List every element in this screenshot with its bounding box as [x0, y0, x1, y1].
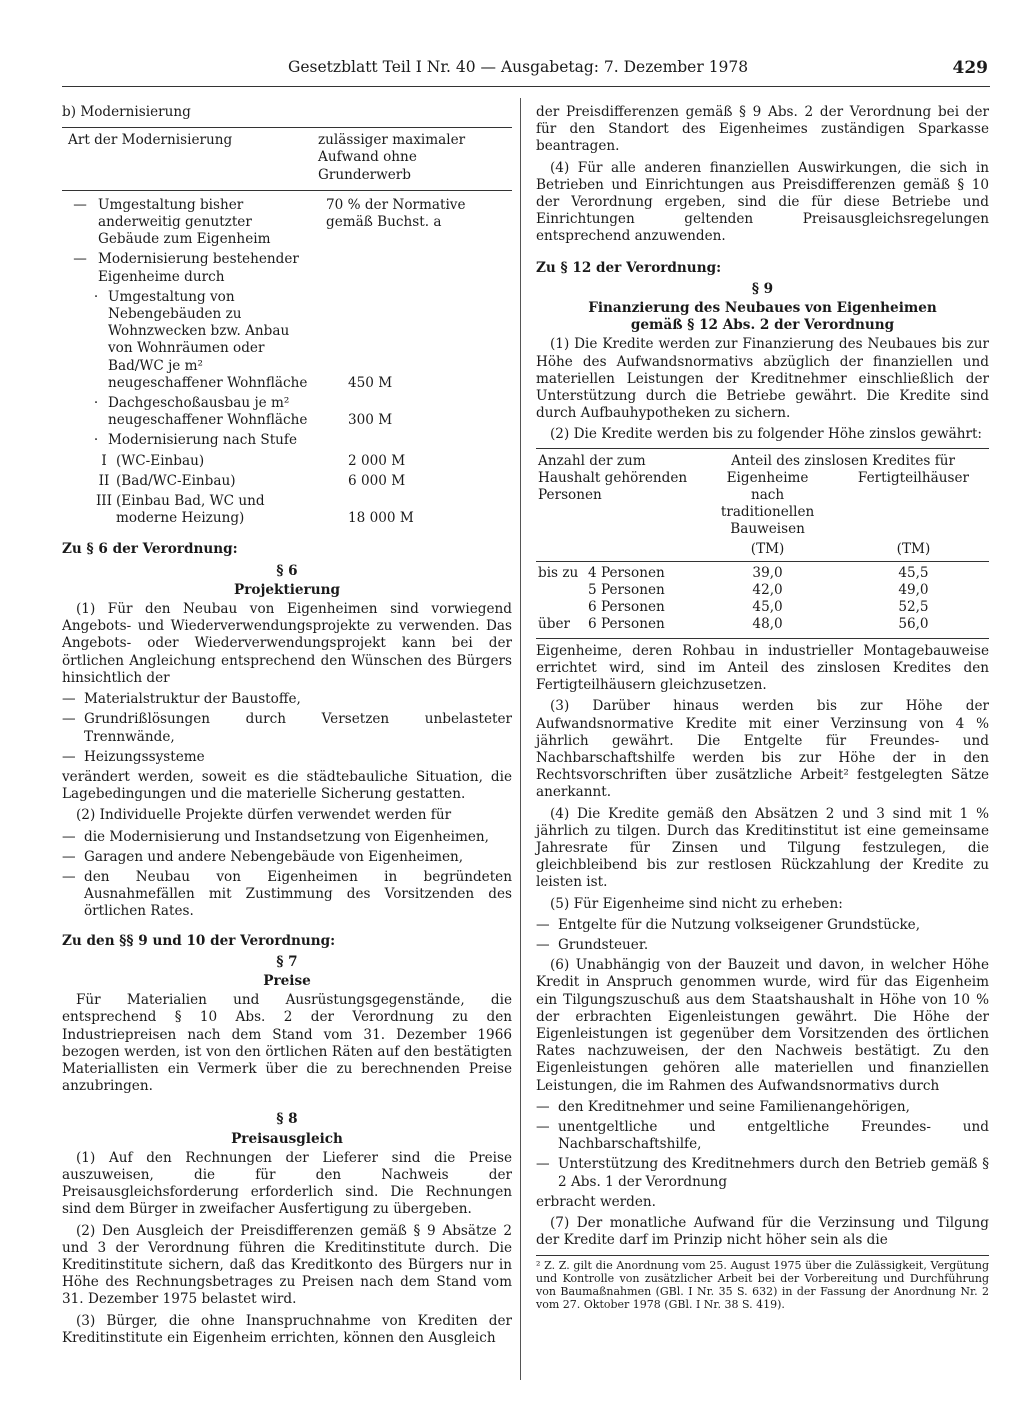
- mt-row-text: Modernisierung bestehender Eigenheime durch: [98, 251, 299, 285]
- list-item: [62, 749, 512, 766]
- mt-row-mark: ·: [93, 288, 99, 305]
- ct-cell-trad: 39,0: [752, 564, 783, 581]
- mt-head-col1: Art der Modernisierung: [68, 132, 233, 149]
- ct-pre: bis zu: [538, 564, 579, 581]
- list-item-text: den Kreditnehmer und seine Familienangehörigen,: [558, 1098, 910, 1115]
- mt-row-value: 18 000 M: [348, 510, 414, 527]
- dash-mark: —: [62, 828, 76, 845]
- list-item-text: Heizungssysteme: [84, 748, 205, 765]
- s9-after-table: Eigenheime, deren Rohbau in industrieller Montagebauweise errichtet wird, sind im Anteil des zinslosen Kredites den Fertigteilhäusern gleichzusetzen.: [536, 642, 989, 694]
- mt-row-label: [62, 251, 312, 285]
- mt-row-value: 6 000 M: [348, 472, 406, 489]
- table-row: [536, 616, 989, 633]
- s8-para-1: (1) Auf den Rechnungen der Lieferer sind die Preise auszuweisen, die für den Nachweis der Preisausgleichsforderung erforderlich sind. Die Rechnungen sind dem Bürger in zweifacher Ausfertigung zu übergeben.: [62, 1149, 512, 1218]
- list-item: [62, 711, 512, 745]
- s9-para-5: (5) Für Eigenheime sind nicht zu erheben:: [550, 895, 843, 912]
- credit-table-body: [536, 565, 989, 634]
- ct-cell-fert: 49,0: [898, 582, 929, 599]
- list-item: [62, 869, 512, 921]
- list-item: [536, 917, 989, 934]
- s8-number: § 8: [276, 1111, 298, 1128]
- s8-para-2: (2) Den Ausgleich der Preisdifferenzen gemäß § 9 Absätze 2 und 3 der Verordnung führen die Kreditinstitute durch. Die Kreditinstitute sichern, daß das Kreditkonto des Bürgers nur in Höhe des Rechnungsbetrages zu Preisen nach dem Stand vom 31. Dezember 1975 belastet wird.: [62, 1222, 512, 1308]
- s9-para-7: (7) Der monatliche Aufwand für die Verzinsung und Tilgung der Kredite darf im Prinzip nicht höher sein als die: [536, 1214, 989, 1249]
- table-row: [536, 599, 989, 616]
- ct-head-persons: Anzahl der zum Haushalt gehörenden Personen: [538, 452, 688, 504]
- mt-row-mark: I: [101, 452, 107, 469]
- left-column: [62, 104, 512, 1351]
- mt-row-value: 70 % der Normative gemäß Buchst. a: [326, 196, 466, 231]
- credit-table-top-rule: [536, 448, 989, 449]
- section-b-heading: b) Modernisierung: [62, 104, 191, 120]
- dash-mark: —: [62, 691, 76, 708]
- mt-row-label: [62, 473, 312, 490]
- list-item-text: die Modernisierung und Instandsetzung von Eigenheimen,: [84, 828, 489, 845]
- ct-label: 6 Personen: [588, 599, 665, 616]
- header-title: Gesetzblatt Teil I Nr. 40 — Ausgabetag: 7. Dezember 1978: [288, 58, 749, 76]
- mt-row-label: [62, 395, 312, 429]
- mt-row-label: [62, 197, 312, 249]
- mt-row-mark: —: [73, 196, 87, 213]
- modern-table-row: [62, 493, 512, 527]
- credit-table-bottom-rule: [536, 638, 989, 639]
- mt-row-label: [62, 289, 312, 392]
- right-column: [536, 104, 989, 1311]
- s9-para-6b: erbracht werden.: [536, 1193, 657, 1210]
- list-item-text: Materialstruktur der Baustoffe,: [84, 691, 301, 708]
- list-item: [62, 829, 512, 846]
- list-item-text: Grundrißlösungen durch Versetzen unbelasteter Trennwände,: [84, 711, 512, 745]
- ct-head-trad: Eigenheime nach traditionellen Bauweisen: [720, 469, 815, 538]
- modern-table-row: [62, 197, 512, 249]
- ct-label: 5 Personen: [588, 582, 665, 599]
- dash-mark: —: [62, 868, 76, 885]
- mt-row-text: Dachgeschoßausbau je m² neugeschaffener Wohnfläche: [108, 395, 308, 429]
- modern-table-rows: [62, 197, 512, 528]
- mt-row-label: [62, 453, 312, 470]
- s9-para-4: (4) Die Kredite gemäß den Absätzen 2 und 3 sind mit 1 % jährlich zu tilgen. Durch das Kreditinstitut ist eine gemeinsame Jahresrate für Zinsen und Tilgung festzulegen, die gleichbleibend bis zur restlosen Rückzahlung der Kredite zu leisten ist.: [536, 805, 989, 891]
- list-item: [62, 849, 512, 866]
- ct-cell-trad: 42,0: [752, 582, 783, 599]
- dash-mark: —: [62, 848, 76, 865]
- list-item: [536, 1156, 989, 1190]
- modern-table-row: [62, 432, 512, 449]
- s9-list-5: [536, 917, 989, 954]
- dash-mark: —: [536, 1156, 550, 1173]
- dash-mark: —: [536, 1098, 550, 1115]
- right-para-4: (4) Für alle anderen finanziellen Auswirkungen, die sich in Betrieben und Einrichtungen aus Preisdifferenzen gemäß § 10 der Verordnung ergeben, sind die für diese Betriebe und Einrichtungen geltenden Preisausgleichsregelungen entsprechend anzuwenden.: [536, 159, 989, 245]
- mt-row-text: Umgestaltung bisher anderweitig genutzter Gebäude zum Eigenheim: [98, 196, 271, 248]
- list-item-text: Unterstützung des Kreditnehmers durch den Betrieb gemäß § 2 Abs. 1 der Verordnung: [558, 1156, 989, 1190]
- mt-row-label: [62, 493, 312, 527]
- zu-9-10-label: Zu den §§ 9 und 10 der Verordnung:: [62, 932, 336, 949]
- s9-para-3: (3) Darüber hinaus werden bis zur Höhe der Aufwandsnormative Kredite mit einer Verzinsung von 4 % jährlich gewährt. Die Entgelte für Freundes- und Nachbarschaftshilfe werden bis zur Höhe der in den Rechtsvorschriften über zusätzliche Arbeit² festgelegten Sätze anerkannt.: [536, 698, 989, 801]
- s7-number: § 7: [276, 953, 298, 970]
- list-item: [536, 937, 989, 954]
- dash-mark: —: [536, 936, 550, 953]
- credit-table: [536, 453, 989, 634]
- list-item-text: Garagen und andere Nebengebäude von Eigenheimen,: [84, 848, 464, 865]
- footnote: ² Z. Z. gilt die Anordnung vom 25. August 1975 über die Zulässigkeit, Vergütung und Kontrolle von zusätzlicher Arbeit bei der Vorbereitung und Durchführung von Baumaßnahmen (GBl. I Nr. 35 S. 632) in der Fassung der Anordnung Nr. 2 vom 27. Oktober 1978 (GBl. I Nr. 38 S. 419).: [536, 1255, 989, 1311]
- modern-table-row: [62, 251, 512, 285]
- mt-row-text: Modernisierung nach Stufe: [108, 432, 298, 449]
- list-item-text: Entgelte für die Nutzung volkseigener Grundstücke,: [558, 916, 921, 933]
- mt-row-mark: ·: [93, 395, 99, 412]
- ct-head-rule: [536, 561, 989, 562]
- dash-mark: —: [536, 916, 550, 933]
- s7-para-1: Für Materialien und Ausrüstungsgegenstände, die entsprechend § 10 Abs. 2 der Verordnung zu den Industriepreisen nach dem Stand vom 31. Dezember 1966 bezogen werden, ist von den örtlichen Räten auf den bestätigten Materiallisten ein Vermerk über die zu berechnenden Preise anzubringen.: [62, 992, 512, 1095]
- s6-para-2: (2) Individuelle Projekte dürfen verwendet werden für: [76, 807, 452, 824]
- s8-title: Preisausgleich: [231, 1130, 343, 1147]
- ct-cell-fert: 56,0: [898, 616, 929, 633]
- s9-para-1: (1) Die Kredite werden zur Finanzierung des Neubaues bis zur Höhe des Aufwandsnormativs abzüglich der finanziellen und materiellen Leistungen der Kreditnehmer einschließlich der Unterstützung durch die Betriebe gewährt. Die Kredite sind durch Aufbauhypotheken zu sichern.: [536, 336, 989, 422]
- ct-unit-fert: (TM): [896, 540, 931, 557]
- s9-title: Finanzierung des Neubaues von Eigenheimen gemäß § 12 Abs. 2 der Verordnung: [588, 300, 937, 334]
- s6-para-1: (1) Für den Neubau von Eigenheimen sind vorwiegend Angebots- und Wiederverwendungsprojekte zu verwenden. Das Angebots- oder Wiederverwendungsprojekt kann bei der örtlichen Angleichung entsprechend den Wünschen des Bürgers hinsichtlich der: [62, 601, 512, 686]
- ct-label: 6 Personen: [588, 616, 665, 633]
- mt-row-text: Umgestaltung von Nebengebäuden zu Wohnzwecken bzw. Anbau von Wohnräumen oder Bad/WC je m² neugeschaffener Wohnfläche: [108, 288, 308, 391]
- ct-head-share: Anteil des zinslosen Kredites für: [731, 452, 956, 469]
- ct-cell-fert: 45,5: [898, 564, 929, 581]
- list-item: [62, 691, 512, 708]
- s9-para-2: (2) Die Kredite werden bis zu folgender Höhe zinslos gewährt:: [550, 426, 982, 443]
- dash-mark: —: [62, 711, 76, 728]
- ct-cell-trad: 48,0: [752, 616, 783, 633]
- mt-head-col2: zulässiger maximaler Aufwand ohne Grunderwerb: [318, 132, 466, 183]
- mt-row-value: 450 M: [348, 374, 393, 391]
- table-row: [536, 582, 989, 599]
- ct-cell-trad: 45,0: [752, 599, 783, 616]
- page-header: [0, 58, 1024, 84]
- zu-12-label: Zu § 12 der Verordnung:: [536, 259, 722, 276]
- continued-para: der Preisdifferenzen gemäß § 9 Abs. 2 der Verordnung bei der für den Standort des Eigenheimes zuständigen Sparkasse beantragen.: [536, 104, 989, 155]
- s6-para-1b: verändert werden, soweit es die städtebauliche Situation, die Lagebedingungen und die materielle Sicherung gestatten.: [62, 768, 512, 803]
- s6-list-1: [62, 691, 512, 766]
- modern-table-row: [62, 453, 512, 470]
- modern-table-row: [62, 473, 512, 490]
- modern-table-row: [62, 289, 512, 392]
- ct-cell-persons: [536, 565, 697, 582]
- modern-table-row: [62, 395, 512, 429]
- s9-para-6: (6) Unabhängig von der Bauzeit und davon, in welcher Höhe Kredit in Anspruch genommen wurde, wird für das Eigenheim ein Tilgungszuschuß aus dem Staatshaushalt in Höhe von 10 % der erbrachten Eigenleistungen gewährt. Die Höhe der Eigenleistungen ist gegenüber dem Vorsitzenden des örtlichen Rates nachzuweisen, der den Nachweis bestätigt. Zu den Eigenleistungen gehören alle materiellen und finanziellen Leistungen, die im Rahmen des Aufwandsnormativs durch: [536, 957, 989, 1094]
- ct-pre: über: [538, 616, 570, 633]
- page-number: 429: [952, 58, 988, 78]
- s6-list-2: [62, 829, 512, 921]
- ct-cell-persons: [536, 582, 697, 599]
- list-item: [536, 1119, 989, 1153]
- ct-cell-fert: 52,5: [898, 599, 929, 616]
- modern-table-head: [62, 132, 512, 184]
- mt-row-mark: II: [98, 472, 110, 489]
- mt-row-value: 300 M: [348, 412, 393, 429]
- s8-para-3: (3) Bürger, die ohne Inanspruchnahme von Krediten der Kreditinstitute ein Eigenheim errichten, können den Ausgleich: [62, 1312, 512, 1346]
- s6-number: § 6: [276, 562, 298, 579]
- list-item: [536, 1099, 989, 1116]
- mt-row-label: [62, 432, 312, 449]
- ct-label: 4 Personen: [588, 564, 665, 581]
- s9-list-6: [536, 1099, 989, 1191]
- column-divider: [520, 98, 521, 1380]
- mt-row-value: 2 000 M: [348, 452, 406, 469]
- ct-cell-persons: [536, 599, 697, 616]
- list-item-text: den Neubau von Eigenheimen in begründeten Ausnahmefällen mit Zustimmung des Vorsitzenden des örtlichen Rates.: [84, 868, 512, 920]
- s6-title: Projektierung: [234, 581, 340, 598]
- mt-row-text: (WC-Einbau): [116, 452, 205, 469]
- mt-row-mark: —: [73, 251, 87, 268]
- list-item-text: unentgeltliche und entgeltliche Freundes- und Nachbarschaftshilfe,: [558, 1118, 989, 1153]
- mt-row-mark: III: [95, 493, 113, 510]
- table-row: [536, 565, 989, 582]
- ct-head-fert: Fertigteilhäuser: [857, 469, 969, 486]
- ct-unit-trad: (TM): [750, 540, 785, 557]
- dash-mark: —: [536, 1118, 550, 1135]
- ct-cell-persons: [536, 616, 697, 633]
- s9-number: § 9: [751, 280, 774, 297]
- mt-row-text: (Einbau Bad, WC und moderne Heizung): [116, 493, 265, 527]
- zu-6-label: Zu § 6 der Verordnung:: [62, 541, 238, 558]
- table-head-rule: [62, 190, 512, 191]
- s7-title: Preise: [263, 972, 311, 989]
- mt-row-mark: ·: [93, 432, 99, 449]
- table-top-rule: [62, 127, 512, 128]
- list-item-text: Grundsteuer.: [558, 936, 649, 953]
- header-rule: [62, 86, 990, 87]
- dash-mark: —: [62, 748, 76, 765]
- mt-row-text: (Bad/WC-Einbau): [116, 472, 236, 489]
